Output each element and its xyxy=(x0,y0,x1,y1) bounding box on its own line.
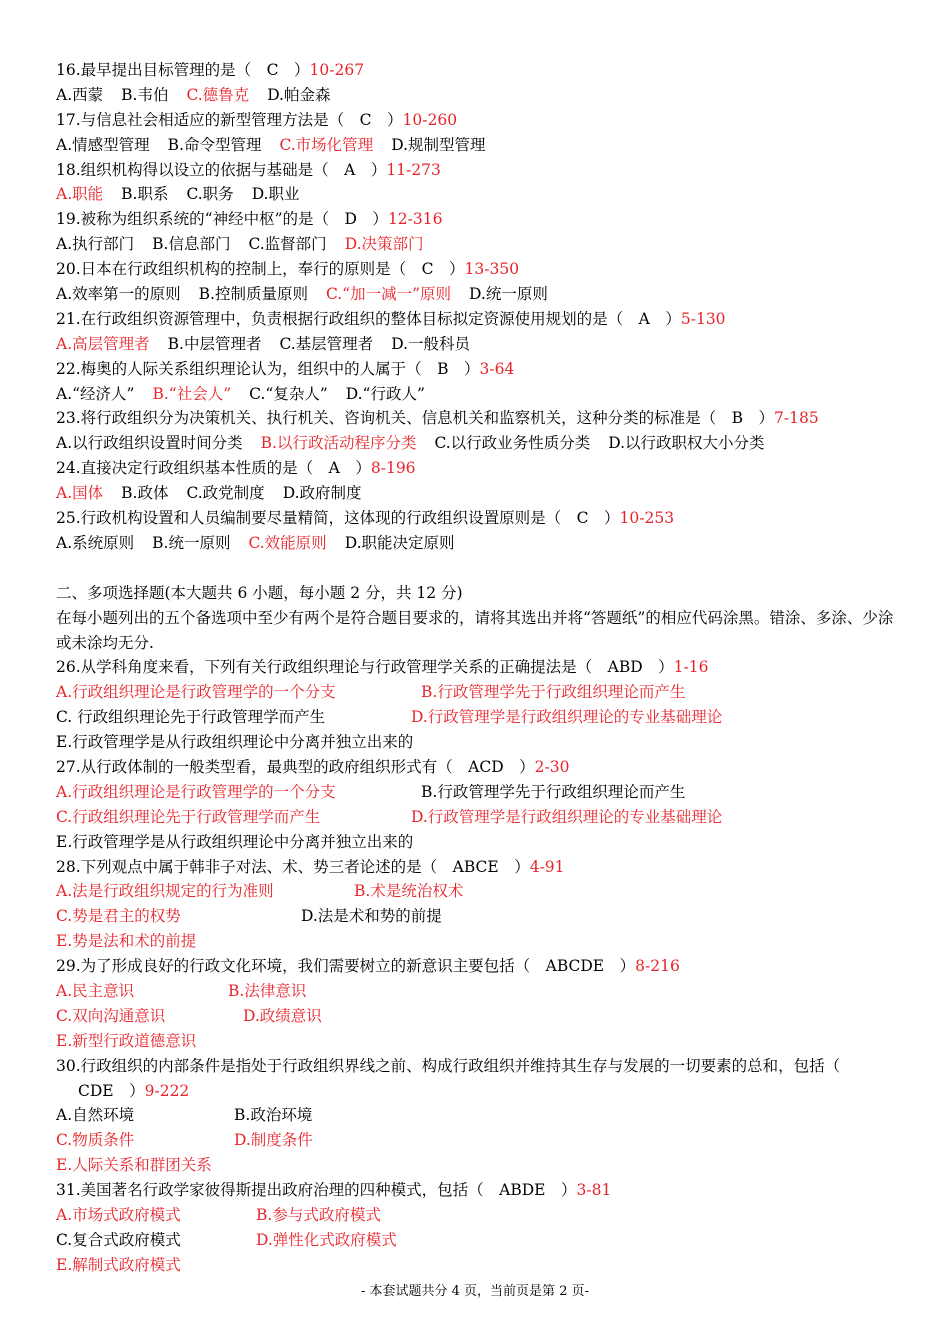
option: C.“加一减一”原则 xyxy=(325,285,452,304)
option: B.以行政活动程序分类 xyxy=(260,434,417,453)
question-stem: 20.日本在行政组织机构的控制上，奉行的原则是（ C ）13-350 xyxy=(56,260,520,279)
option: C.市场化管理 xyxy=(279,135,374,154)
option-row xyxy=(56,1004,906,1029)
option: D.“行政人” xyxy=(345,384,425,403)
question-stem-cont: CDE ）9-222 xyxy=(78,1081,190,1100)
option-row xyxy=(56,904,906,929)
option: D.制度条件 xyxy=(234,1131,313,1150)
option: D.一般科员 xyxy=(391,334,471,353)
option: C.职务 xyxy=(186,185,234,204)
option: C.势是君主的权势 xyxy=(56,907,181,926)
option-row xyxy=(56,780,906,805)
option: B.参与式政府模式 xyxy=(256,1206,381,1224)
option: A.民主意识 xyxy=(56,981,135,1000)
option: A.法是行政组织规定的行为准则 xyxy=(56,882,274,901)
option: A.以行政组织设置时间分类 xyxy=(56,434,243,453)
option: D.职业 xyxy=(251,185,300,204)
question-stem: 22.梅奥的人际关系组织理论认为，组织中的人属于（ B ）3-64 xyxy=(56,359,515,378)
question-ref: 10-260 xyxy=(402,110,458,129)
option: D.以行政职权大小分类 xyxy=(608,434,765,453)
option-row xyxy=(56,431,906,456)
question-stem: 18.组织机构得以设立的依据与基础是（ A ）11-273 xyxy=(56,160,441,179)
option: D.政府制度 xyxy=(282,484,362,503)
question-ref: 10-253 xyxy=(619,509,675,528)
option: A.行政组织理论是行政管理学的一个分支 xyxy=(56,683,336,702)
question-stem: 31.美国著名行政学家彼得斯提出政府治理的四种模式，包括（ ABDE ）3-81 xyxy=(56,1181,612,1200)
option: C.“复杂人” xyxy=(249,384,328,403)
option: E.解制式政府模式 xyxy=(56,1255,181,1274)
question-ref: 4-91 xyxy=(529,857,565,876)
option: A.系统原则 xyxy=(56,533,135,552)
option: C.基层管理者 xyxy=(279,334,374,353)
spacer xyxy=(56,556,906,581)
option: D.决策部门 xyxy=(344,235,424,254)
question-ref: 11-273 xyxy=(386,160,441,179)
question-stem: 24.直接决定行政组织基本性质的是（ A ）8-196 xyxy=(56,459,416,478)
option: B.命令型管理 xyxy=(167,135,262,154)
exam-page xyxy=(56,58,906,1278)
option: C.德鲁克 xyxy=(186,85,250,104)
question-stem: 28.下列观点中属于韩非子对法、术、势三者论述的是（ ABCE ）4-91 xyxy=(56,857,565,876)
single-choice-list xyxy=(56,58,906,556)
option: B.中层管理者 xyxy=(167,334,262,353)
question-ref: 5-130 xyxy=(680,309,726,328)
option-row xyxy=(56,182,906,207)
question-ref: 3-64 xyxy=(479,359,515,378)
question-stem: 29.为了形成良好的行政文化环境，我们需要树立的新意识主要包括（ ABCDE ）8-216 xyxy=(56,957,680,976)
option-row xyxy=(56,481,906,506)
option: B.法律意识 xyxy=(228,981,307,1000)
option: B.政治环境 xyxy=(234,1106,313,1125)
option: A.市场式政府模式 xyxy=(56,1206,181,1224)
question-stem: 19.被称为组织系统的“神经中枢”的是（ D ）12-316 xyxy=(56,210,443,229)
option: B.信息部门 xyxy=(152,235,231,254)
question-ref: 13-350 xyxy=(464,260,520,279)
option: A.高层管理者 xyxy=(56,334,150,353)
section-title: 二、多项选择题(本大题共 6 小题，每小题 2 分，共 12 分) xyxy=(56,583,463,602)
option-row xyxy=(56,531,906,556)
option-row xyxy=(56,282,906,307)
option-row xyxy=(56,879,906,904)
option-row xyxy=(56,680,906,705)
option: C.行政组织理论先于行政管理学而产生 xyxy=(56,807,321,826)
question-ref: 8-196 xyxy=(370,459,416,478)
question-stem: 21.在行政组织资源管理中，负责根据行政组织的整体目标拟定资源使用规划的是（ A ）5-130 xyxy=(56,309,726,328)
option-row xyxy=(56,83,906,108)
option: E.行政管理学是从行政组织理论中分离并独立出来的 xyxy=(56,733,414,752)
option-row xyxy=(56,133,906,158)
option: B.行政管理学先于行政组织理论而产生 xyxy=(421,683,686,702)
question-ref: 10-267 xyxy=(309,61,365,79)
option: A.“经济人” xyxy=(56,384,135,403)
option: B.职系 xyxy=(121,185,169,204)
question-ref: 1-16 xyxy=(673,658,709,677)
option: D.法是术和势的前提 xyxy=(301,907,442,926)
option: C.监督部门 xyxy=(248,235,327,254)
question-stem: 25.行政机构设置和人员编制要尽量精简，这体现的行政组织设置原则是（ C ）10-253 xyxy=(56,509,675,528)
question-stem: 30.行政组织的内部条件是指处于行政组织界线之前、构成行政组织并维持其生存与发展的一切要素的总和，包括（ xyxy=(56,1056,841,1075)
option-row xyxy=(56,1203,906,1228)
option-row xyxy=(56,332,906,357)
option: B.控制质量原则 xyxy=(198,285,308,304)
option-row xyxy=(56,705,906,730)
option-row xyxy=(56,382,906,407)
option: A.国体 xyxy=(56,484,104,503)
question-ref: 7-185 xyxy=(774,409,819,428)
option: D.政绩意识 xyxy=(243,1006,322,1025)
question-stem: 23.将行政组织分为决策机关、执行机关、咨询机关、信息机关和监察机关，这种分类的标准是（ B ）7-185 xyxy=(56,409,819,428)
option: C.以行政业务性质分类 xyxy=(434,434,591,453)
option: E.势是法和术的前提 xyxy=(56,932,197,951)
option: C.复合式政府模式 xyxy=(56,1230,181,1249)
option: E.行政管理学是从行政组织理论中分离并独立出来的 xyxy=(56,832,414,851)
option: B.术是统治权术 xyxy=(354,882,464,901)
option: B.政体 xyxy=(121,484,169,503)
option-row xyxy=(56,232,906,257)
option: D.行政管理学是行政组织理论的专业基础理论 xyxy=(411,807,723,826)
question-stem: 16.最早提出目标管理的是（ C ）10-267 xyxy=(56,61,365,79)
option-row xyxy=(56,979,906,1004)
option: D.职能决定原则 xyxy=(344,533,455,552)
option-row xyxy=(56,1128,906,1153)
option: A.效率第一的原则 xyxy=(56,285,181,304)
question-ref: 9-222 xyxy=(144,1081,190,1100)
option: D.统一原则 xyxy=(469,285,548,304)
page-footer: - 本套试题共分 4 页，当前页是第 2 页- xyxy=(361,1284,589,1299)
option: E.人际关系和群团关系 xyxy=(56,1156,212,1175)
question-ref: 2-30 xyxy=(534,757,570,776)
option: D.规制型管理 xyxy=(391,135,486,154)
option: C.物质条件 xyxy=(56,1131,135,1150)
option: D.行政管理学是行政组织理论的专业基础理论 xyxy=(411,708,723,727)
option: A.职能 xyxy=(56,185,104,204)
question-stem: 17.与信息社会相适应的新型管理方法是（ C ）10-260 xyxy=(56,110,458,129)
question-stem: 27.从行政体制的一般类型看，最典型的政府组织形式有（ ACD ）2-30 xyxy=(56,757,570,776)
option: B.韦伯 xyxy=(121,85,169,104)
option-row xyxy=(56,1103,906,1128)
option: B.行政管理学先于行政组织理论而产生 xyxy=(421,782,686,801)
option: D.弹性化式政府模式 xyxy=(256,1230,397,1249)
question-ref: 3-81 xyxy=(576,1181,612,1200)
section-instructions: 在每小题列出的五个备选项中至少有两个是符合题目要求的，请将其选出并将“答题纸”的相应代码涂黑。错涂、多涂、少涂或未涂均无分. xyxy=(56,608,894,652)
option: C.政党制度 xyxy=(186,484,265,503)
option: C. 行政组织理论先于行政管理学而产生 xyxy=(56,708,326,727)
option: A.西蒙 xyxy=(56,85,104,104)
question-stem: 26.从学科角度来看，下列有关行政组织理论与行政管理学关系的正确提法是（ ABD ）1-16 xyxy=(56,658,709,677)
option: A.行政组织理论是行政管理学的一个分支 xyxy=(56,782,336,801)
option: A.情感型管理 xyxy=(56,135,150,154)
option: C.效能原则 xyxy=(248,533,327,552)
option: A.执行部门 xyxy=(56,235,135,254)
option: B.“社会人” xyxy=(152,384,232,403)
option: A.自然环境 xyxy=(56,1106,135,1125)
option-row xyxy=(56,1228,906,1253)
question-ref: 8-216 xyxy=(635,957,680,976)
option: E.新型行政道德意识 xyxy=(56,1031,197,1050)
option-row xyxy=(56,805,906,830)
option: D.帕金森 xyxy=(267,85,331,104)
question-ref: 12-316 xyxy=(387,210,443,229)
option: C.双向沟通意识 xyxy=(56,1006,166,1025)
option: B.统一原则 xyxy=(152,533,231,552)
